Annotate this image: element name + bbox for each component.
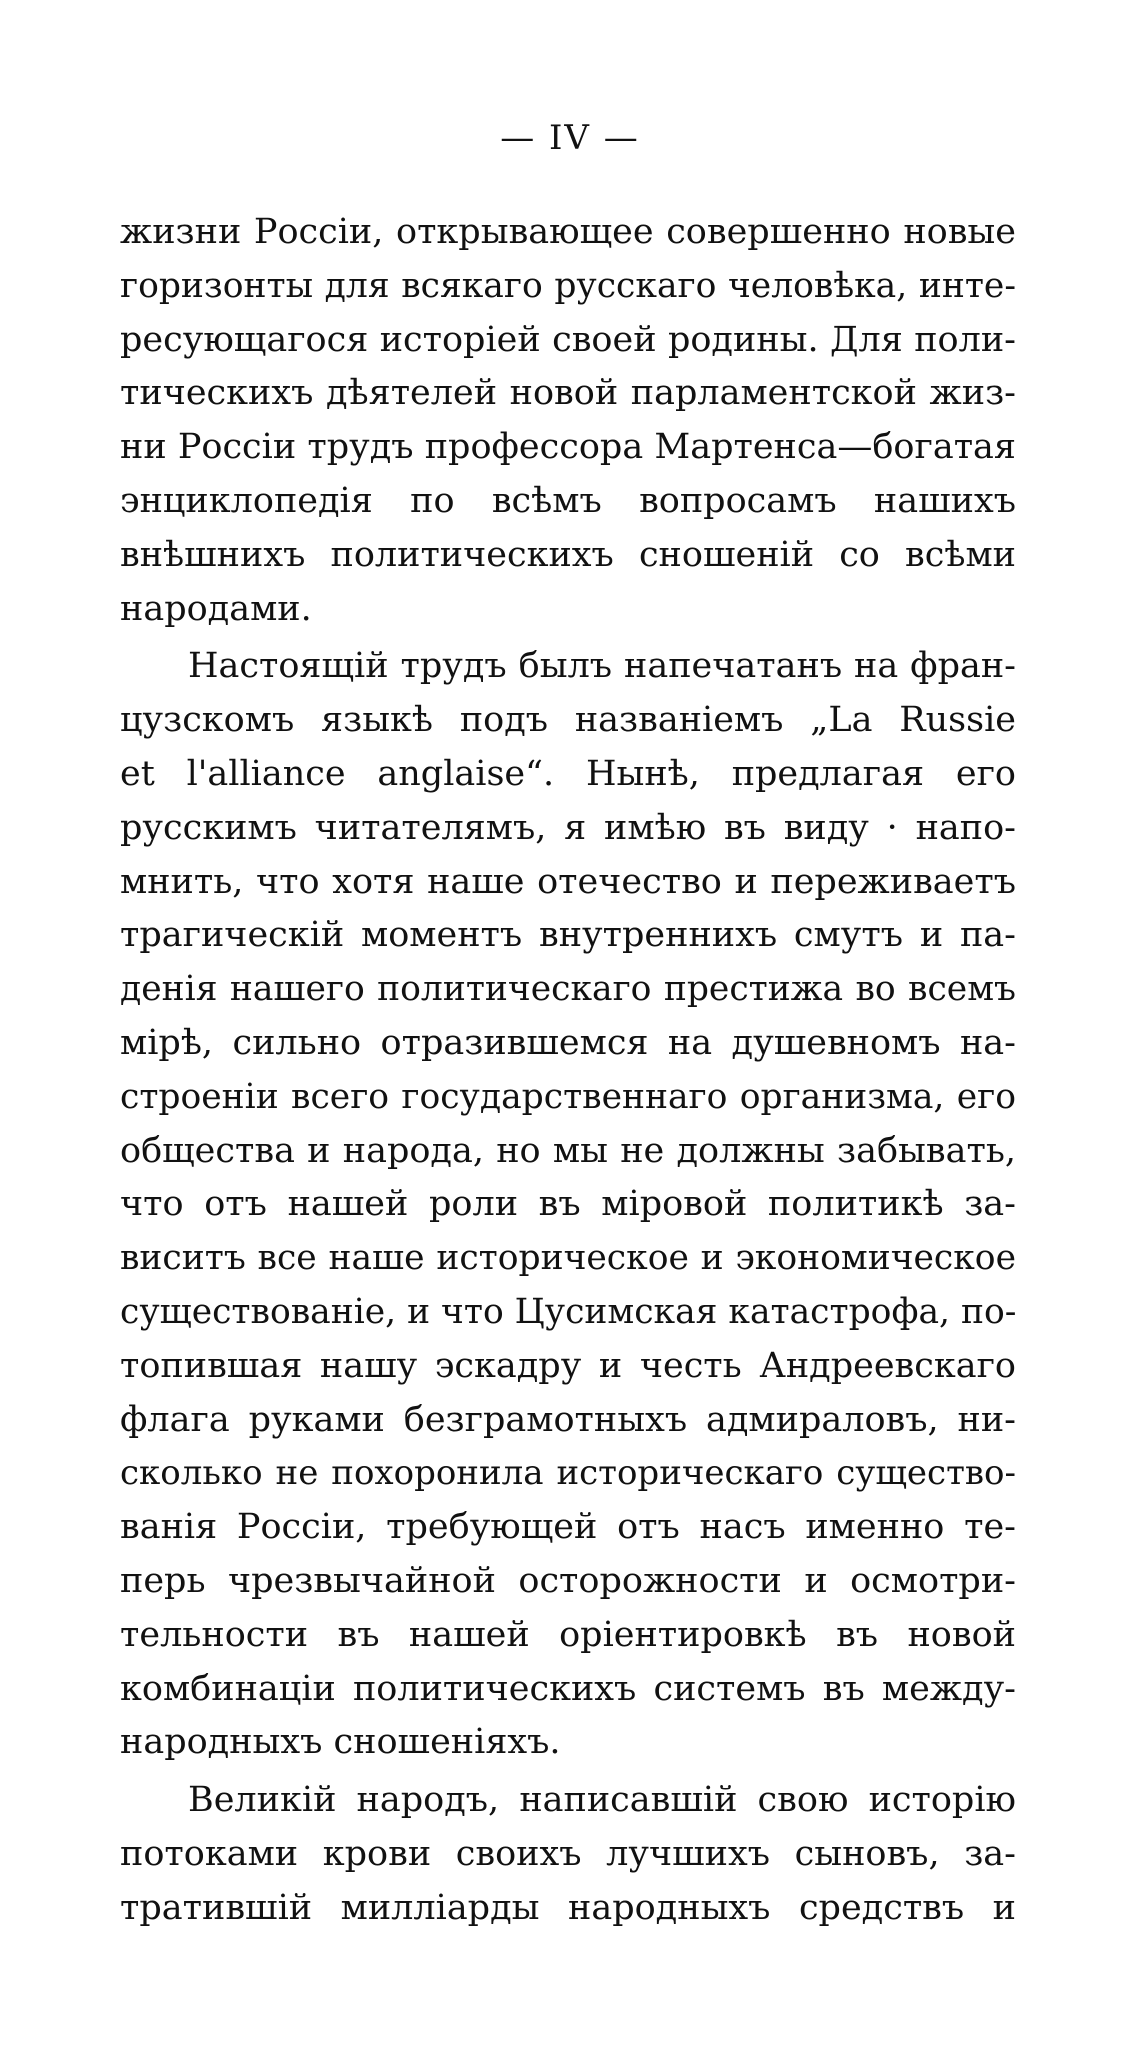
text-line: ресующагося исторіей своей родины. Для поли- [120,319,1016,360]
text-line: цузскомъ языкѣ подъ названіемъ „La Russie [120,700,1016,741]
text-line: что отъ нашей роли въ міровой политикѣ за- [120,1184,1016,1225]
text-line: Настоящій трудъ былъ напечатанъ на фран- [188,646,1016,687]
text-line: сколько не похоронила историческаго существо- [120,1453,1016,1494]
text-line: тратившій милліарды народныхъ средствъ и [120,1887,1016,1928]
text-line: et l'alliance anglaise“. Нынѣ, предлагая его [120,753,1016,794]
text-line: внѣшнихъ политическихъ сношеній со всѣми [120,534,1016,575]
text-line: тельности въ нашей оріентировкѣ въ новой [120,1614,1016,1655]
text-line: ни Россіи трудъ профессора Мартенса—богатая [120,427,1016,468]
text-line: строеніи всего государственнаго организма, его [120,1076,1016,1117]
text-line: ванія Россіи, требующей отъ насъ именно те- [120,1507,1016,1548]
text-line: жизни Россіи, открывающее совершенно новые [120,212,1016,252]
text-line: флага руками безграмотныхъ адмираловъ, ни- [120,1399,1016,1440]
text-line: русскимъ читателямъ, я имѣю въ виду · напо- [120,807,1016,848]
text-line: народныхъ сношеніяхъ. [120,1722,561,1763]
text-line: мнить, что хотя наше отечество и переживаетъ [120,861,1016,902]
text-line: перь чрезвычайной осторожности и осмотри- [120,1560,1016,1601]
text-line: топившая нашу эскадру и честь Андреевскаго [120,1345,1016,1386]
text-line: энциклопедія по всѣмъ вопросамъ нашихъ [120,480,1016,521]
body-text [120,206,1016,1936]
text-line: мірѣ, сильно отразившемся на душевномъ на- [120,1022,1016,1063]
text-line: потоками крови своихъ лучшихъ сыновъ, за- [120,1833,1016,1874]
text-line: общества и народа, но мы не должны забывать, [120,1130,1016,1171]
paragraph-1 [120,206,1016,636]
text-line: Великій народъ, написавшій свою исторію [188,1780,1016,1821]
text-line: виситъ все наше историческое и экономическое [120,1238,1016,1279]
text-line: трагическій моментъ внутреннихъ смутъ и па- [120,915,1016,956]
paragraph-2 [120,640,1016,1770]
paragraph-3 [120,1774,1016,1935]
text-line: денія нашего политическаго престижа во всемъ [120,969,1016,1010]
text-line: существованіе, и что Цусимская катастрофа, по- [120,1291,1017,1332]
text-line: народами. [120,588,312,629]
text-line: тическихъ дѣятелей новой парламентской жиз- [120,373,1016,414]
page-number: — IV — [500,118,640,158]
text-line: комбинаціи политическихъ системъ въ между- [120,1668,1016,1709]
text-line: горизонты для всякаго русскаго человѣка, инте- [120,265,1016,306]
